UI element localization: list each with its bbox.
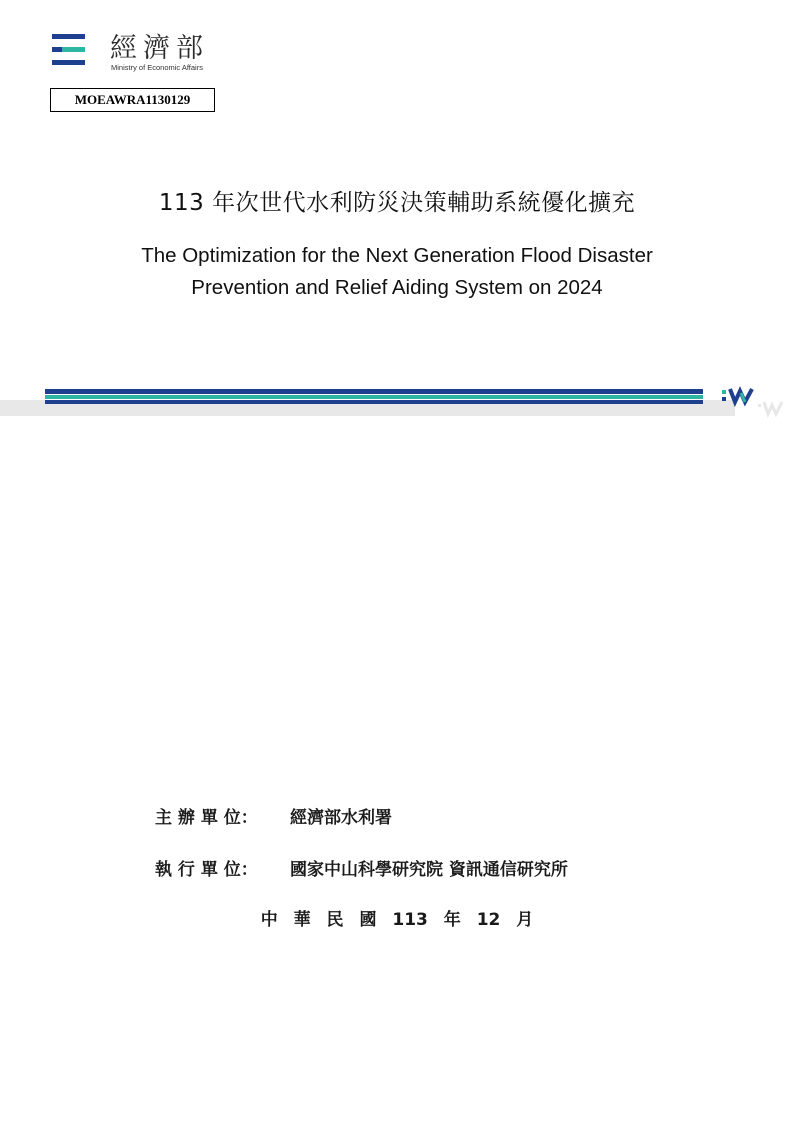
- ministry-emblem-icon: [52, 34, 85, 66]
- brand-w-mark-shadow-icon: [758, 402, 782, 414]
- executor-value: 國家中山科學研究院 資訊通信研究所: [290, 860, 568, 880]
- band-teal-stripe: [45, 395, 703, 399]
- publication-date: 中 華 民 國 113 年 12 月: [260, 910, 534, 930]
- executor-line: [155, 855, 568, 880]
- band-navy-stripe-top: [45, 389, 703, 394]
- title-english-line-2: Prevention and Relief Aiding System on 2024: [191, 276, 603, 299]
- document-id-box: MOEAWRA1130129: [50, 88, 215, 112]
- sponsor-line: [155, 803, 392, 828]
- title-english: [0, 240, 794, 304]
- sponsor-label: 主 辦 單 位：: [155, 808, 258, 828]
- ministry-logo: [52, 28, 232, 76]
- title-chinese: 113 年次世代水利防災決策輔助系統優化擴充: [158, 190, 636, 216]
- band-navy-stripe-bottom: [45, 400, 703, 404]
- decorative-band: [0, 386, 794, 420]
- ministry-name-en: Ministry of Economic Affairs: [111, 63, 203, 72]
- sponsor-value: 經濟部水利署: [290, 808, 392, 828]
- ministry-name-zh: 經濟部: [110, 33, 209, 64]
- title-english-line-1: The Optimization for the Next Generation Flood Disaster: [141, 244, 653, 267]
- executor-label: 執 行 單 位：: [155, 860, 258, 880]
